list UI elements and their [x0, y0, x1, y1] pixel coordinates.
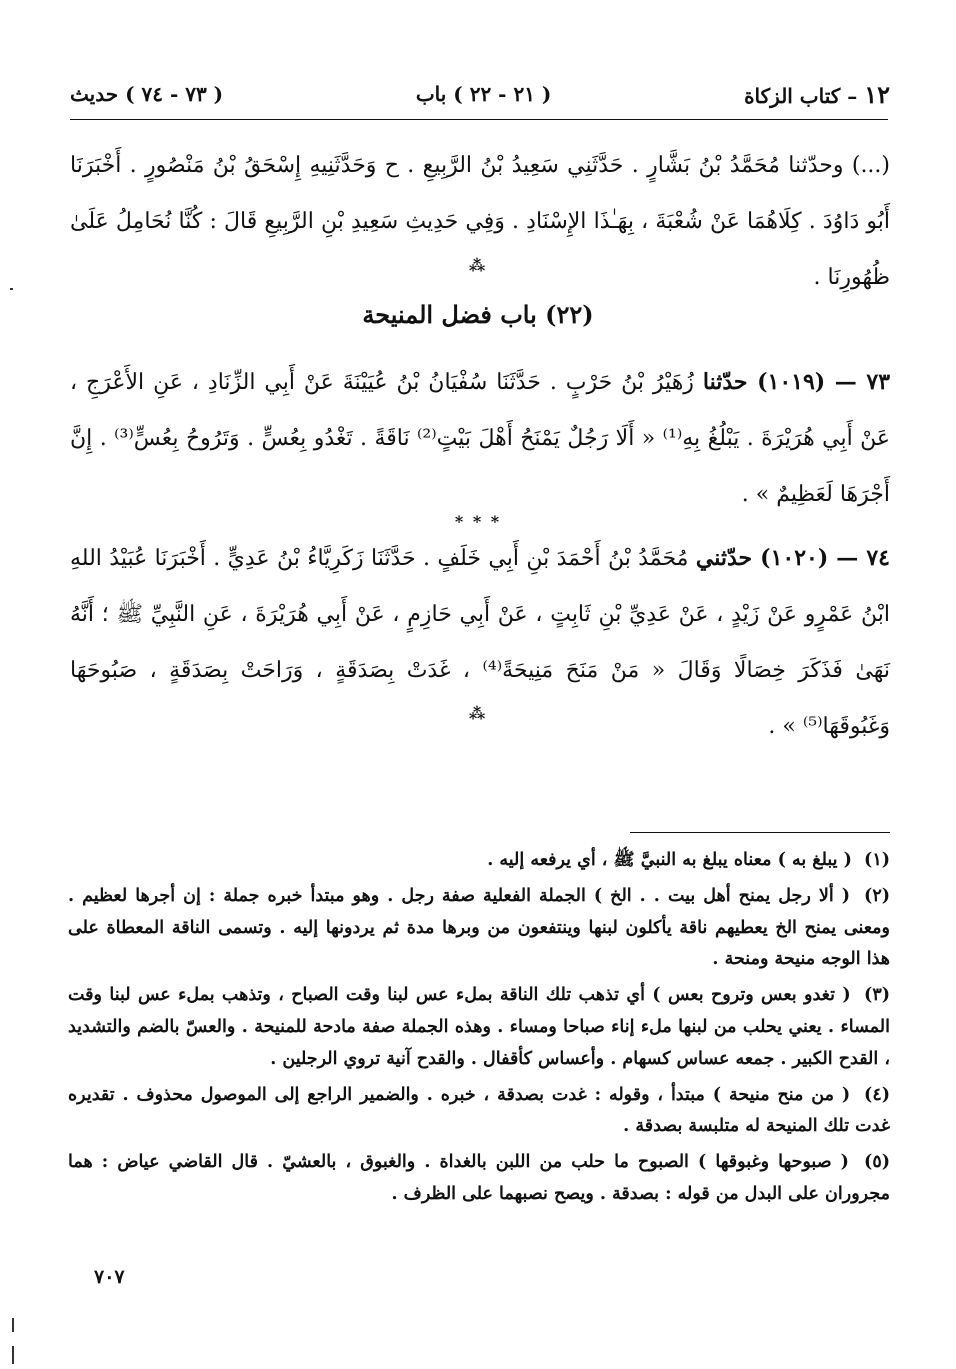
hadith-74-lead: ٧٤ — (١٠٢٠) حدّثني	[695, 545, 890, 571]
header-hadith-word: حديث	[70, 82, 119, 106]
page-number: ٧٠٧	[94, 1266, 125, 1288]
separator-asterism-2: ⁂	[468, 704, 488, 723]
running-header	[70, 72, 890, 116]
footnote-3-number: (٣)	[864, 985, 890, 1006]
footnotes	[68, 845, 890, 1215]
footnote-1-text: ( يبلغ به ) معناه يبلغ به النبيَّ ﷺ ، أي يرفعه إليه .	[487, 850, 852, 870]
footnote-2	[68, 881, 890, 976]
separator-asterism-1: ⁂	[468, 256, 488, 275]
header-book-section	[744, 80, 890, 109]
scan-mark-top	[10, 288, 13, 290]
hadith-73-lead: ٧٣ — (١٠١٩) حدّثنا	[702, 369, 891, 395]
paragraph-intro: (...) وحدّثنا مُحَمَّدُ بْنُ بَشَّارٍ . حَدَّثَنِي سَعِيدُ بْنُ الرَّبِيعِ . ح وَحَدَّثَنِيهِ إِسْحَقُ بْنُ مَنْصُورٍ . أَخْبَرَنَا أَبُو دَاوُدَ . كِلَاهُمَا عَنْ شُعْبَةَ ، بِهَـٰذَا الإِسْنَادِ . وَفِي حَدِيثِ سَعِيدِ بْنِ الرَّبِيعِ قَالَ : كُنَّا نُحَامِلُ عَلَىٰ ظُهُورِنَا .	[70, 153, 890, 290]
footnote-4-number: (٤)	[864, 1084, 891, 1105]
footnote-1	[68, 845, 890, 877]
footnote-5-text: ( صبوحها وغبوقها ) الصبوح ما حلب من اللبن بالغداة . والغبوق ، بالعشيّ . قال القاضي عياض : هما مجروران على البدل من قوله : بصدقة . ويصح نصبهما على الظرف .	[68, 1152, 890, 1204]
header-babs	[416, 82, 552, 106]
hadith-73-text: زُهَيْرُ بْنُ حَرْبٍ . حَدَّثَنَا سُفْيَانُ بْنُ عُيَيْنَةَ عَنْ أَبِي الزِّنَادِ ، عَنِ الأَعْرَجِ ، عَنْ أَبِي هُرَيْرَةَ . يَبْلُغُ بِهِ⁽¹⁾ « أَلَا رَجُلٌ يَمْنَحُ أَهْلَ بَيْتٍ⁽²⁾ نَاقَةً . تَغْدُو بِعُسٍّ . وَتَرُوحُ بِعُسٍّ⁽³⁾ . إِنَّ أَجْرَهَا لَعَظِيمٌ » .	[70, 370, 890, 507]
hadith-74-text: مُحَمَّدُ بْنُ أَحْمَدَ بْنِ أَبِي خَلَفٍ . حَدَّثَنَا زَكَرِيَّاءُ بْنُ عَدِيٍّ . أَخْبَرَنَا عُبَيْدُ اللهِ ابْنُ عَمْرٍو عَنْ زَيْدٍ ، عَنْ عَدِيِّ بْنِ ثَابِتٍ ، عَنْ أَبِي حَازِمٍ ، عَنْ أَبِي هُرَيْرَةَ ، عَنِ النَّبِيِّ ﷺ ؛ أَنَّهُ نَهَىٰ فَذَكَرَ خِصَالًا وَقَالَ « مَنْ مَنَحَ مَنِيحَةً⁽⁴⁾ ، غَدَتْ بِصَدَقَةٍ ، وَرَاحَتْ بِصَدَقَةٍ ، صَبُوحَهَا وَغَبُوقَهَا⁽⁵⁾ » .	[70, 546, 891, 739]
header-page-number: ١٢	[864, 79, 890, 109]
header-hadith	[70, 82, 223, 106]
header-babs-number: ( ٢١ - ٢٢ )	[453, 82, 552, 106]
hadith-73	[70, 354, 890, 523]
chapter-title: (٢٢) باب فضل المنيحة	[362, 300, 594, 329]
footnote-2-number: (٢)	[864, 885, 891, 906]
header-book-title: – كتاب الزكاة	[744, 83, 858, 108]
scan-mark-bottom-1	[12, 1318, 14, 1332]
footnote-2-text: ( ألا رجل يمنح أهل بيت . . الخ ) الجملة الفعلية صفة رجل . وهو مبتدأ خبره جملة : إن أجرها لعظيم . ومعنى يمنح الخ يعطيهم ناقة يأكلون لبنها وينتفعون من وبرها مدة ثم يردونها إليه . وتسمى الناقة المعطاة على هذا الوجه منيحة ومنحة .	[68, 885, 890, 970]
header-babs-word: باب	[415, 82, 447, 106]
header-rule	[70, 119, 888, 120]
scan-mark-bottom-2	[12, 1346, 14, 1364]
footnote-4-text: ( من منح منيحة ) مبتدأ ، وقوله : غدت بصدقة ، خبره . والضمير الراجع إلى الموصول محذوف . تقديره غدت تلك المنيحة له متلبسة بصدقة .	[68, 1084, 890, 1137]
footnote-1-number: (١)	[864, 850, 890, 870]
footnote-3	[68, 980, 890, 1075]
footnote-5-number: (٥)	[864, 1152, 890, 1173]
footnote-4	[68, 1080, 890, 1144]
footnote-5	[68, 1147, 890, 1211]
header-hadith-number: ( ٧٣ - ٧٤ )	[125, 82, 224, 106]
footnotes-rule	[630, 832, 890, 833]
footnote-3-text: ( تغدو بعس وتروح بعس ) أي تذهب تلك الناقة بملء عس لبنا وقت الصباح ، وتذهب بملء عس لبنا وقت المساء . يعني يحلب من لبنها ملء إناء صباحا ومساء . وهذه الجملة صفة مادحة للمنيحة . والعسّ بالضم والتشديد ، القدح الكبير . جمعه عساس كسهام . وأعساس كأقفال . والقدح آنية تروي الرجلين .	[68, 985, 890, 1069]
separator-stars: * * *	[454, 512, 502, 531]
